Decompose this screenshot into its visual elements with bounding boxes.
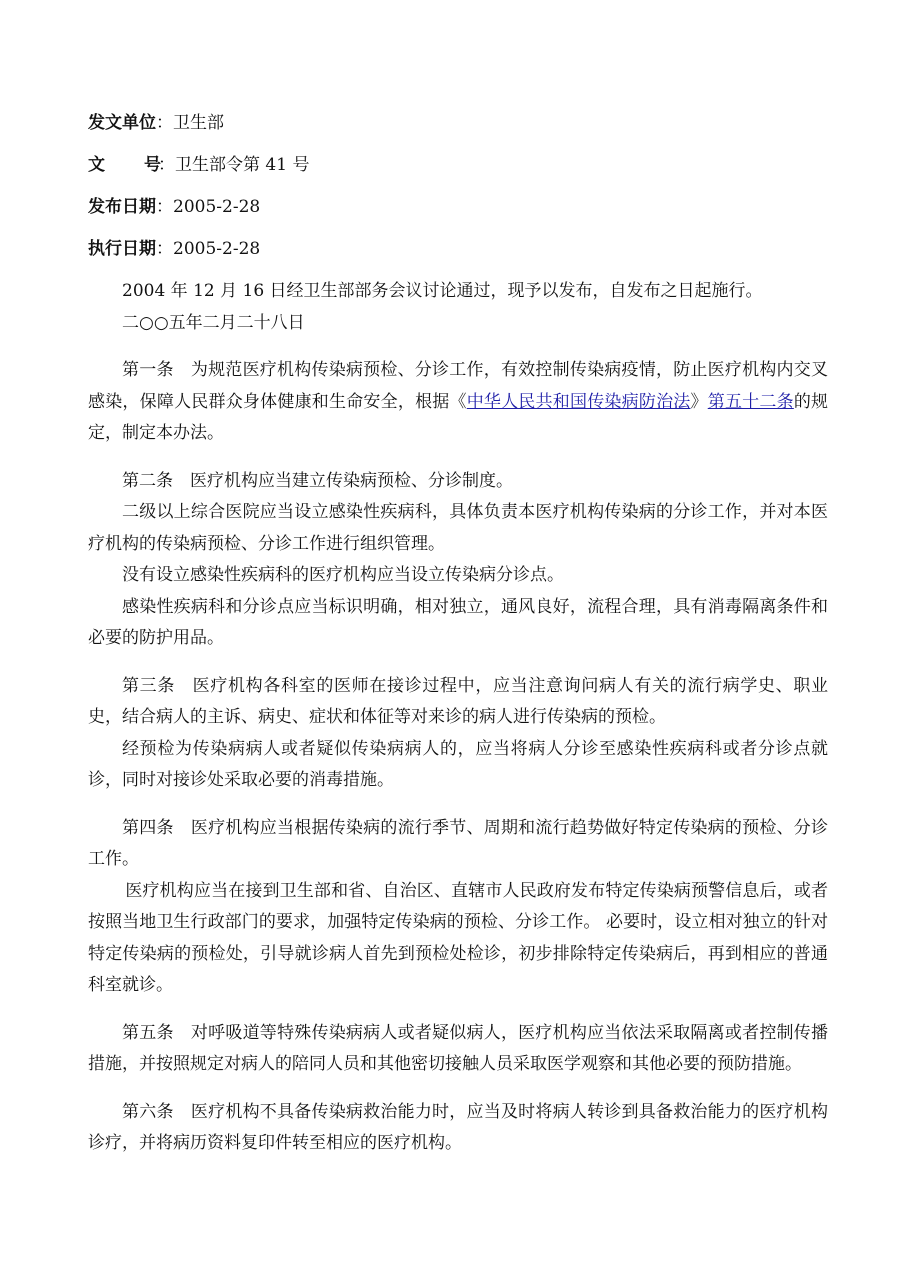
issuer-colon: ： — [156, 113, 173, 133]
article-5-p1: 第五条 对呼吸道等特殊传染病病人或者疑似病人，医疗机构应当依法采取隔离或者控制传播措施，并按照规定对病人的陪同人员和其他密切接触人员采取医学观察和其他必要的预防措施。 — [88, 1022, 828, 1074]
meta-issuer — [88, 108, 828, 150]
docno-label — [88, 150, 161, 180]
docno-label-a: 文 — [88, 155, 105, 175]
publish-colon: ： — [156, 197, 173, 217]
article-1 — [88, 355, 828, 450]
preamble-line-2: 二○○五年二月二十八日 — [122, 312, 305, 333]
article-2-p4: 感染性疾病科和分诊点应当标识明确，相对独立，通风良好，流程合理，具有消毒隔离条件和必要的防护用品。 — [88, 596, 828, 648]
article-4-p1: 第四条 医疗机构应当根据传染病的流行季节、周期和流行趋势做好特定传染病的预检、分诊工作。 — [88, 817, 828, 869]
article-2-p1: 第二条 医疗机构应当建立传染病预检、分诊制度。 — [122, 470, 513, 491]
effective-value: 2005-2-28 — [173, 239, 261, 259]
docno-label-b: 号 — [144, 155, 161, 175]
article-6-p1: 第六条 医疗机构不具备传染病救治能力时，应当及时将病人转诊到具备救治能力的医疗机构诊疗，并将病历资料复印件转至相应的医疗机构。 — [88, 1101, 828, 1153]
article-1-text-mid: 》 — [690, 391, 708, 412]
document-page — [88, 108, 828, 1160]
docno-value: 卫生部令第 41 号 — [175, 155, 310, 175]
publish-label: 发布日期 — [88, 197, 156, 217]
docno-colon: ： — [158, 155, 175, 175]
article-1-text-after: 的规定，制定本办法。 — [88, 391, 829, 443]
publish-value: 2005-2-28 — [173, 197, 261, 217]
article-2-p3: 没有设立感染性疾病科的医疗机构应当设立传染病分诊点。 — [122, 565, 564, 585]
article-4-p2: 医疗机构应当在接到卫生部和省、自治区、直辖市人民政府发布特定传染病预警信息后，或者按照当地卫生行政部门的要求，加强特定传染病的预检、分诊工作。 必要时，设立相对独立的针对特定传染病的预检处，引导就诊病人首先到预检处检诊，初步排除特定传染病后，再到相应的普通科室就诊。 — [88, 880, 828, 995]
meta-docno — [88, 150, 828, 192]
preamble-line-1: 2004 年 12 月 16 日经卫生部部务会议讨论通过，现予以发布，自发布之日起施行。 — [122, 281, 763, 301]
issuer-value: 卫生部 — [173, 113, 224, 133]
article-52-link[interactable]: 第五十二条 — [707, 391, 794, 412]
article-1-text-before: 第一条 为规范医疗机构传染病预检、分诊工作，有效控制传染病疫情，防止医疗机构内交叉感染，保障人民群众身体健康和生命安全，根据《 — [88, 360, 828, 412]
article-3-p2: 经预检为传染病病人或者疑似传染病病人的，应当将病人分诊至感染性疾病科或者分诊点就诊，同时对接诊处采取必要的消毒措施。 — [88, 738, 828, 790]
meta-effective-date — [88, 234, 828, 276]
effective-label: 执行日期 — [88, 239, 156, 259]
article-2-p2: 二级以上综合医院应当设立感染性疾病科，具体负责本医疗机构传染病的分诊工作，并对本医疗机构的传染病预检、分诊工作进行组织管理。 — [88, 502, 828, 554]
law-link[interactable]: 中华人民共和国传染病防治法 — [466, 391, 691, 412]
article-3-p1: 第三条 医疗机构各科室的医师在接诊过程中，应当注意询问病人有关的流行病学史、职业史，结合病人的主诉、病史、症状和体征等对来诊的病人进行传染病的预检。 — [88, 675, 828, 727]
meta-publish-date — [88, 192, 828, 234]
issuer-label: 发文单位 — [88, 113, 156, 133]
effective-colon: ： — [156, 239, 173, 259]
